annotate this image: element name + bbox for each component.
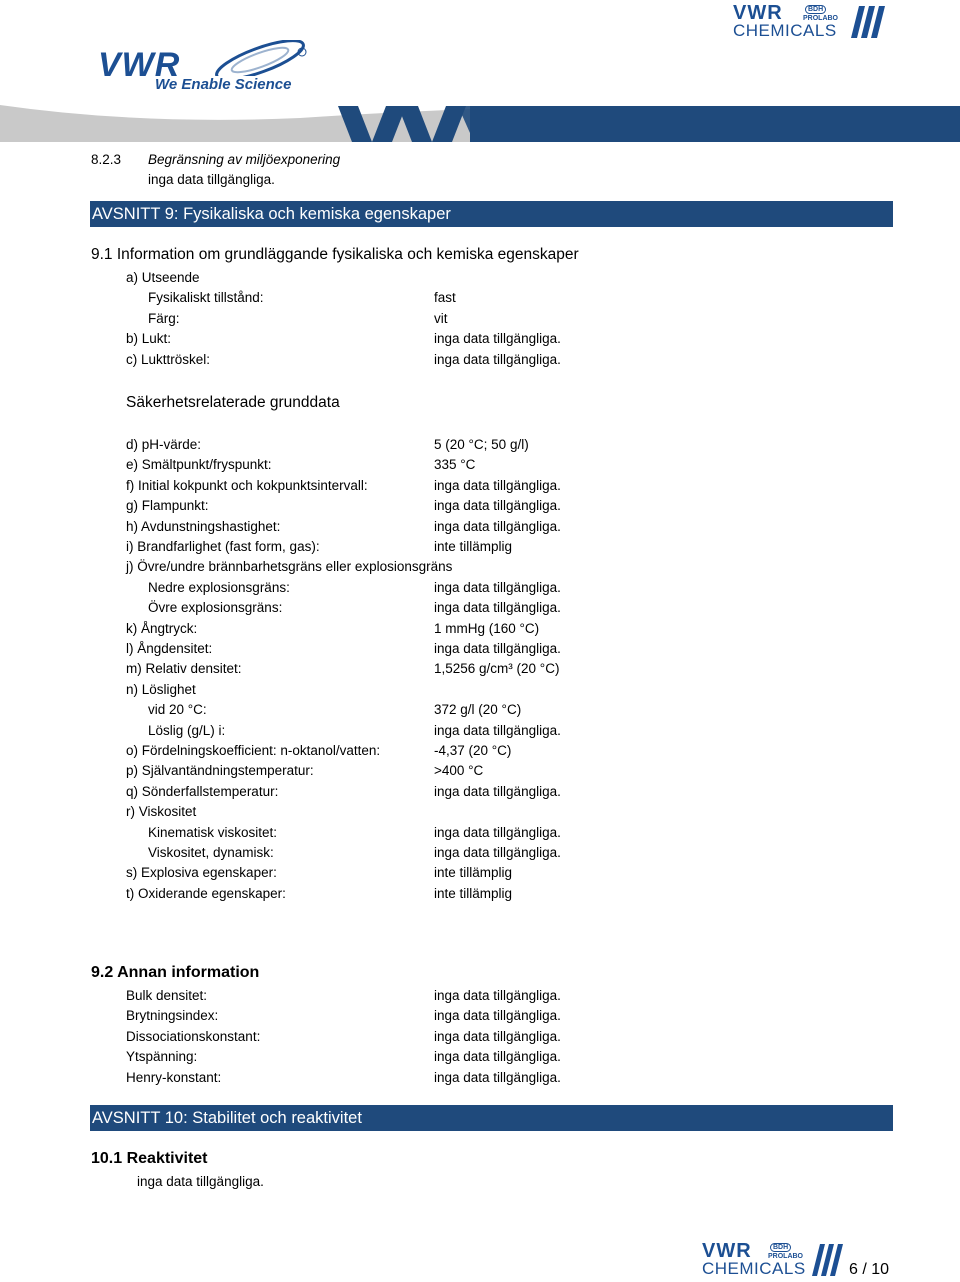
vwr-logo (98, 40, 318, 96)
property-value: inga data tillgängliga. (434, 1008, 561, 1024)
property-value: inga data tillgängliga. (434, 498, 561, 514)
property-label: p) Självantändningstemperatur: (126, 763, 314, 779)
property-value: vit (434, 310, 448, 326)
property-value: inte tillämplig (434, 865, 513, 881)
property-value: 1,5256 g/cm³ (20 °C) (434, 661, 560, 677)
property-value: >400 °C (434, 763, 484, 779)
vwr-chemicals-logo (733, 4, 893, 40)
s92-title: 9.2 Annan information (91, 964, 260, 981)
property-label: d) pH-värde: (126, 437, 202, 452)
property-value: inte tillämplig (434, 539, 513, 554)
footer-logo-prolabo: PROLABO (768, 1253, 803, 1260)
footer-logo-badge: BDH (770, 1243, 791, 1252)
property-label: Löslig (g/L) i: (148, 722, 226, 738)
s823-title: Begränsning av miljöexponering (148, 152, 341, 167)
property-label: Brytningsindex: (126, 1008, 219, 1024)
property-label: j) Övre/undre brännbarhetsgräns eller explosionsgräns (126, 559, 453, 575)
property-label: m) Relativ densitet: (126, 661, 242, 677)
property-value: inga data tillgängliga. (434, 331, 561, 347)
property-value: 335 °C (434, 457, 476, 473)
footer-logo (702, 1242, 844, 1278)
property-label: Henry-konstant: (126, 1069, 222, 1085)
property-label: e) Smältpunkt/fryspunkt: (126, 457, 272, 473)
property-value: inga data tillgängliga. (434, 1049, 561, 1065)
property-label: t) Oxiderande egenskaper: (126, 885, 286, 901)
chem-logo-chemicals: CHEMICALS (733, 21, 837, 40)
property-value: inte tillämplig (434, 885, 513, 901)
property-label: f) Initial kokpunkt och kokpunktsintervall: (126, 477, 368, 493)
vwr-logo-text: VWR (98, 46, 181, 84)
property-label: h) Avdunstningshastighet: (126, 518, 281, 534)
vwr-swoosh-icon (208, 40, 308, 76)
property-label: n) Löslighet (126, 681, 196, 697)
vwr-tagline: We Enable Science (155, 76, 292, 93)
page-number: 6 / 10 (849, 1261, 890, 1278)
footer-logo-vwr: VWR (702, 1240, 752, 1262)
property-value: inga data tillgängliga. (434, 518, 561, 534)
property-label: Ytspänning: (126, 1049, 198, 1065)
chem-logo-vwr: VWR (733, 2, 783, 24)
property-label: a) Utseende (126, 270, 200, 285)
property-label: Färg: (148, 310, 180, 326)
property-value: inga data tillgängliga. (434, 641, 561, 656)
property-label: Kinematisk viskositet: (148, 824, 278, 840)
property-value: inga data tillgängliga. (434, 600, 561, 616)
chem-logo-prolabo: PROLABO (803, 15, 838, 22)
section-9-header: AVSNITT 9: Fysikaliska och kemiska egenskaper (90, 201, 893, 227)
property-value: inga data tillgängliga. (434, 783, 561, 799)
s91-title: 9.1 Information om grundläggande fysikaliska och kemiska egenskaper (91, 246, 579, 263)
property-label: vid 20 °C: (148, 702, 207, 718)
s823-number: 8.2.3 (91, 152, 122, 167)
s823-value: inga data tillgängliga. (148, 172, 275, 187)
property-value: 5 (20 °C; 50 g/l) (434, 437, 529, 452)
property-label: q) Sönderfallstemperatur: (126, 783, 279, 799)
property-value: 372 g/l (20 °C) (434, 702, 522, 718)
property-label: o) Fördelningskoefficient: n-oktanol/vatten: (126, 743, 381, 758)
property-label: b) Lukt: (126, 331, 172, 347)
footer-logo-stripes-icon (812, 1244, 846, 1276)
property-label: Dissociationskonstant: (126, 1028, 261, 1044)
section-10-header: AVSNITT 10: Stabilitet och reaktivitet (90, 1105, 893, 1131)
property-value: inga data tillgängliga. (434, 579, 561, 595)
property-value: 1 mmHg (160 °C) (434, 620, 540, 636)
property-value: inga data tillgängliga. (434, 1069, 561, 1085)
property-label: r) Viskositet (126, 804, 197, 820)
chem-logo-badge: BDH (805, 5, 826, 14)
property-label: Viskositet, dynamisk: (148, 845, 274, 860)
property-value: inga data tillgängliga. (434, 1028, 561, 1044)
property-value: inga data tillgängliga. (434, 477, 561, 493)
property-label: s) Explosiva egenskaper: (126, 865, 277, 881)
property-value: inga data tillgängliga. (434, 824, 561, 840)
property-label: Fysikaliskt tillstånd: (148, 290, 264, 306)
s101-value: inga data tillgängliga. (137, 1174, 264, 1189)
property-label: Bulk densitet: (126, 988, 208, 1003)
property-label: Övre explosionsgräns: (148, 600, 283, 616)
footer-logo-chemicals: CHEMICALS (702, 1259, 806, 1278)
property-value: inga data tillgängliga. (434, 988, 561, 1003)
safety-title: Säkerhetsrelaterade grunddata (126, 394, 340, 411)
property-label: l) Ångdensitet: (126, 641, 213, 656)
property-value: fast (434, 290, 456, 306)
property-label: c) Lukttröskel: (126, 351, 211, 367)
property-label: i) Brandfarlighet (fast form, gas): (126, 539, 320, 554)
property-value: inga data tillgängliga. (434, 351, 561, 367)
s101-title: 10.1 Reaktivitet (91, 1150, 208, 1167)
property-value: inga data tillgängliga. (434, 722, 561, 738)
property-label: Nedre explosionsgräns: (148, 579, 290, 595)
property-value: -4,37 (20 °C) (434, 743, 512, 758)
property-label: g) Flampunkt: (126, 498, 209, 514)
chem-logo-stripes-icon (851, 6, 889, 38)
property-label: k) Ångtryck: (126, 620, 198, 636)
property-value: inga data tillgängliga. (434, 845, 561, 860)
